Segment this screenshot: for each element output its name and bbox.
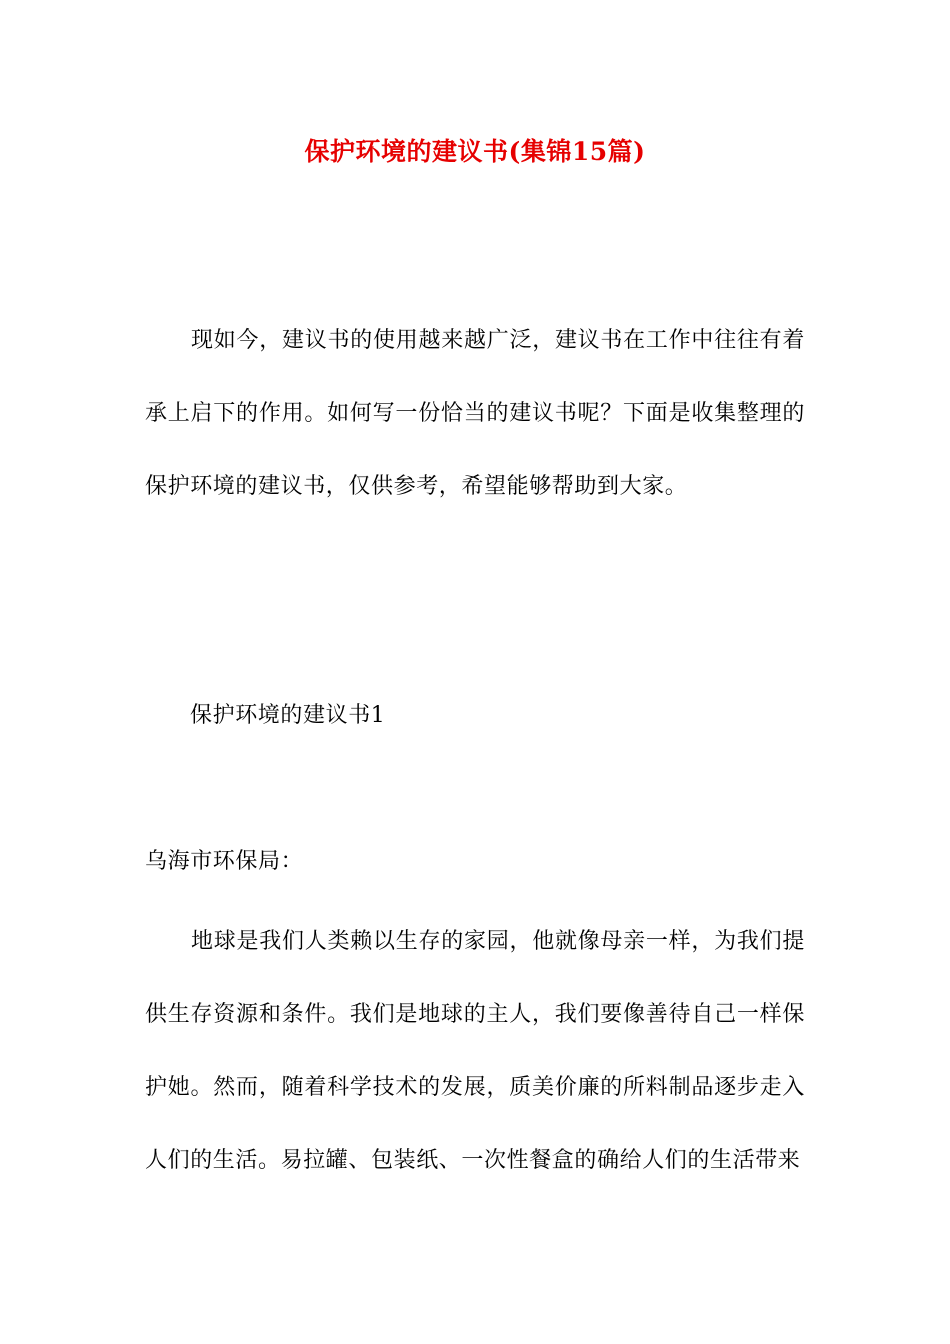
salutation: 乌海市环保局：	[145, 849, 304, 874]
document-title: 保护环境的建议书(集锦15篇)	[304, 137, 646, 166]
intro-paragraph: 现如今，建议书的使用越来越广泛，建议书在工作中往往有着承上启下的作用。如何写一份恰当的建议书呢？下面是收集整理的保护环境的建议书，仅供参考，希望能够帮助到大家。	[145, 328, 805, 499]
section-heading: 保护环境的建议书1	[190, 703, 386, 728]
body-paragraph: 地球是我们人类赖以生存的家园，他就像母亲一样，为我们提供生存资源和条件。我们是地球的主人，我们要像善待自己一样保护她。然而，随着科学技术的发展，质美价廉的所料制品逐步走入人们的生活。易拉罐、包装纸、一次性餐盒的确给人们的生活带来	[145, 929, 805, 1173]
